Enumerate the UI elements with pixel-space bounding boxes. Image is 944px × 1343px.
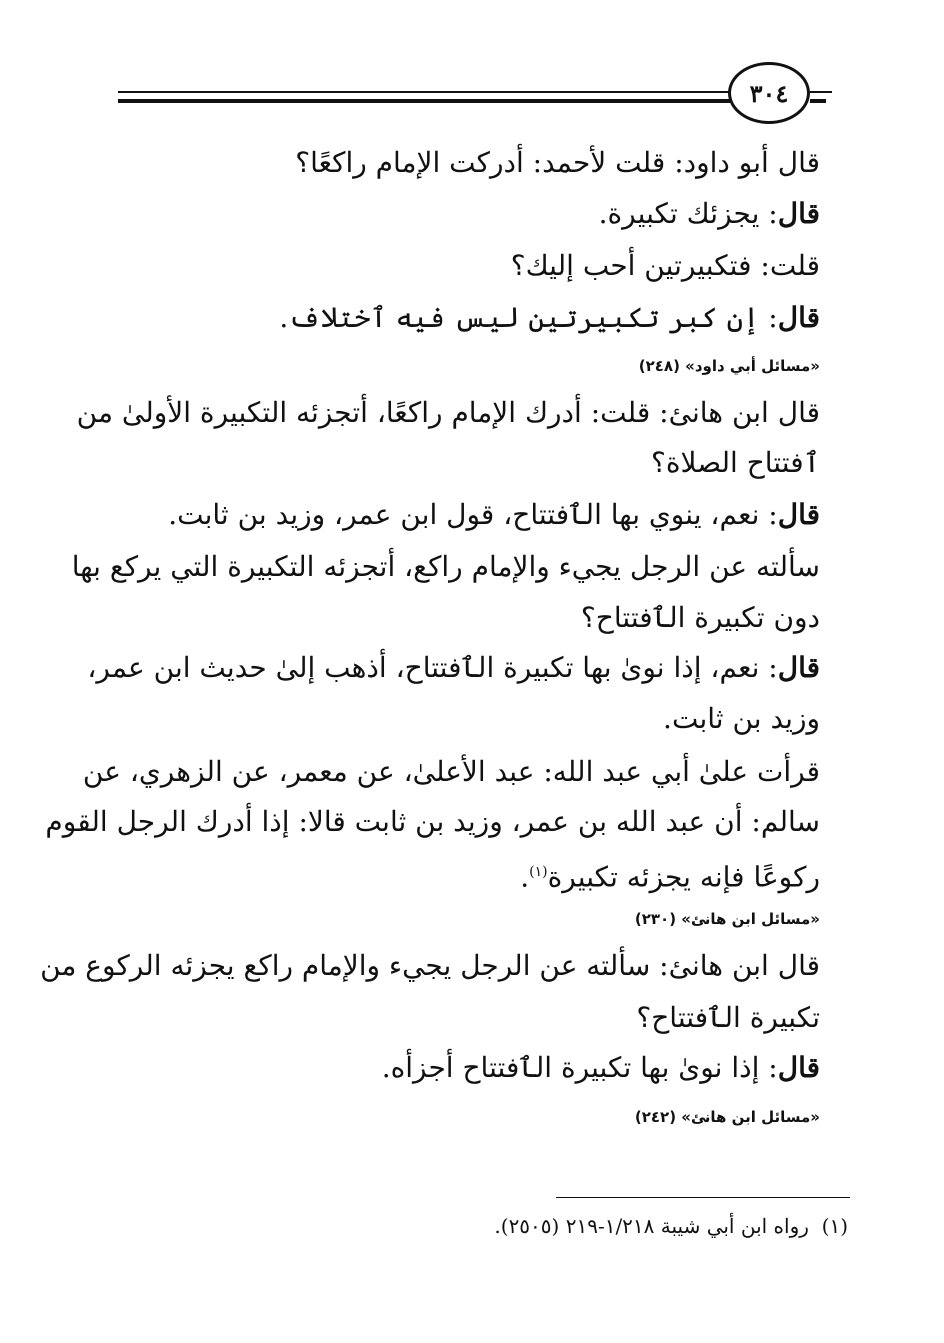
answer-label: قال <box>777 498 820 531</box>
paragraph-line: قرأت علىٰ أبي عبد الله: عبد الأعلىٰ، عن معمر، عن الزهري، عن <box>82 755 820 788</box>
paragraph-line: تكبيرة الٱفتتاح؟ <box>636 1001 820 1034</box>
answer-label: قال <box>777 301 820 334</box>
paragraph-line: ركوعًا فإنه يجزئه تكبيرة$^{(١)}$. <box>520 860 820 894</box>
answer-label: قال <box>777 1051 820 1084</box>
footnote-number: (١) <box>821 1214 848 1238</box>
footnote <box>494 1214 848 1238</box>
answer-line: قال: نعم، ينوي بها الٱفتتاح، قول ابن عمر، وزيد بن ثابت. <box>168 498 820 531</box>
paragraph-line: سألته عن الرجل يجيء والإمام راكع، أتجزئه التكبيرة التي يركع بها <box>71 550 820 583</box>
header-rule-right <box>810 91 832 93</box>
paragraph-line: قال أبو داود: قلت لأحمد: أدركت الإمام راكعًا؟ <box>295 146 820 179</box>
paragraph-line: قال ابن هانئ: قلت: أدرك الإمام راكعًا، أتجزئه التكبيرة الأولىٰ من <box>76 396 820 429</box>
answer-line: قال: إذا نوىٰ بها تكبيرة الٱفتتاح أجزأه. <box>381 1051 820 1084</box>
header-rule-thick <box>118 99 730 103</box>
answer-label: قال <box>777 197 820 230</box>
source-citation: «مسائل أبي داود» (٢٤٨) <box>638 357 820 375</box>
footnote-text: رواه ابن أبي شيبة ١/٢١٨-٢١٩ (٢٥٠٥). <box>494 1214 809 1238</box>
paragraph-line: قلت: فتكبيرتين أحب إليك؟ <box>510 249 820 282</box>
paragraph-line: ٱفتتاح الصلاة؟ <box>650 446 820 479</box>
source-citation: «مسائل ابن هانئ» (٢٤٢) <box>634 1108 820 1126</box>
paragraph-line: وزيد بن ثابت. <box>663 702 820 735</box>
source-citation: «مسائل ابن هانئ» (٢٣٠) <box>634 910 820 928</box>
paragraph-line: دون تكبيرة الٱفتتاح؟ <box>580 601 820 634</box>
footnote-ref[interactable]: (١) <box>529 864 548 880</box>
answer-line: قال: نعم، إذا نوىٰ بها تكبيرة الٱفتتاح، أذهب إلىٰ حديث ابن عمر، <box>87 651 820 684</box>
answer-label: قال <box>777 651 820 684</box>
header-rule <box>118 91 730 93</box>
header-rule-right-thick <box>810 99 826 103</box>
answer-line: قال: إن كبر تكبيرتين ليس فيه ٱختلاف. <box>279 301 820 334</box>
paragraph-line: قال ابن هانئ: سألته عن الرجل يجيء والإمام راكع يجزئه الركوع من <box>40 949 820 982</box>
page-number-badge <box>728 62 810 124</box>
answer-line: قال: يجزئك تكبيرة. <box>598 197 820 230</box>
page-number: ٣٠٤ <box>749 78 789 108</box>
footnote-separator <box>556 1197 850 1198</box>
paragraph-line: سالم: أن عبد الله بن عمر، وزيد بن ثابت قالا: إذا أدرك الرجل القوم <box>45 805 820 838</box>
